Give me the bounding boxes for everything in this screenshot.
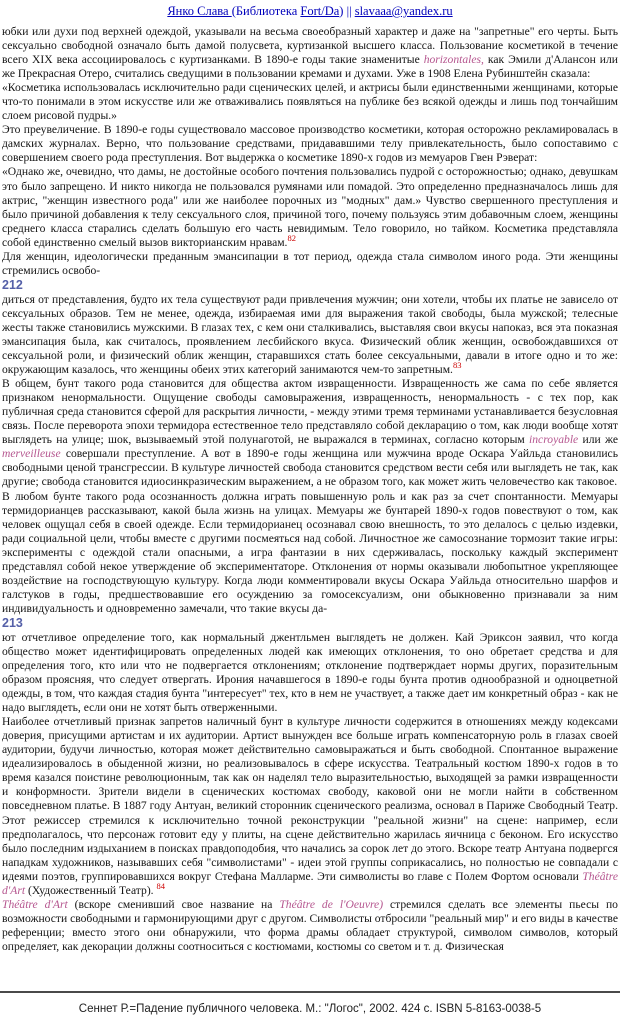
footnote-ref: 83	[452, 360, 462, 371]
emphasis-term: merveilleuse	[2, 447, 61, 461]
text-run: «Однако же, очевидно, что дамы, не достойные особого почтения пользовались пудрой с осторожностью; однако, девушкам это было запрещено. И никто никогда не пользовался румянами или помадой. Это определенно предназначалось лишь для актрис, "женщин известного рода" или же наиболее порочных из "модных" дам.» Чувство свершенного преступления и было причиной добавления к телу сексуального слоя, причиной того, почему пользуясь этим добавочным слоем, женщины среднего класса старались сделать большую его часть невидимым. Тело говорило, но тайком. Косметика представляла собой единственно смелый вызов викторианским нравам.	[2, 165, 618, 249]
text-run: Это преувеличение. В 1890-е годы существовало массовое производство косметики, которая осторожно рекламировалась в дамских журналах. Верно, что пользование средствами, придававшими телу привлекательность, было сопоставимо с совершением своего рода преступления. Вот выдержка о косметике 1890-х годов из мемуаров Гвен Рэверат:	[2, 123, 618, 165]
text-run: В общем, бунт такого рода становится для общества актом извращенности. Извращенность же сама по себе является признаком ненормальности. Ощущение свободы самовыражения, извращенность, ненормальность - с тех пор, как публичная среда становится сферой для раскрытия личности, - между этими тремя терминами устанавливается безусловная связь. После переворота эпохи термидора естественное тело представляло собой декларацию о том, как люди вообще хотят выглядеть на улице; шок, вызываемый этой полунаготой, не выражался в терминах, согласно которым	[2, 377, 618, 447]
paragraph	[2, 81, 618, 123]
text-run: В любом бунте такого рода осознанность должна играть повышенную роль и как раз за счет спонтанности. Мемуары термидорианцев рассказывают, какой была жизнь на улицах. Мемуары же бунтарей 1890-х годов повествуют о том, как человек ощущал себя в своей одежде. Если термидорианец осознавал свою внешность, то это делалось с целью издевки, ради социальной цели, чтобы вместе с другими посмеяться над собой. Личностное же самосознание тормозит такие игры: эксперименты с одеждой стали опасными, а игра фантазии в них сдерживалась, поскольку каждый эксперимент представлял собой некое утверждение об экспериментаторе. Отклонения от нормы оказывали любопытное укрепляющее воздействие на господствующую культуру. Когда люди комментировали вкусы Оскара Уайльда относительно шарфов и галстуков в годы, предшествовавшие его осуждению за гомосексуализм, они обыкновенно признавали за ним индивидуальность и одновременно замечали, что такие вкусы да-	[2, 489, 618, 615]
header-text: (Библиотека	[231, 4, 301, 18]
header-link[interactable]: Fort/Da	[300, 4, 340, 18]
header-text: ) ||	[339, 4, 355, 18]
page-number: 212	[2, 277, 23, 292]
page-header	[0, 0, 620, 19]
text-run: (Художественный Театр).	[25, 883, 157, 897]
emphasis-term: horizontales,	[423, 53, 484, 67]
text-run: Наиболее отчетливый признак запретов наличный бунт в культуре личности содержится в отношениях между кодексами доверия, присущими артистам и их аудитории. Артист вынужден все больше играть компенсаторную роль в глазах своей аудитории, будучи личностью, которая может действительно самовыражаться и быть свободной. Спонтанное выражение идеализировалось в обыденной жизни, но реализовывалось в сфере искусства. Театральный костюм 1890-х годов в то время казался поистине революционным, так как он наделял тело выразительностью, выходящей за рамки извращенности и конформности. Зрители видели в сценических костюмах свободу, каковой они не могли найти в собственном повседневном платье. В 1887 году Антуан, великий сторонник сценического реализма, основал в Париже Свободный Театр. Этот режиссер стремился к исключительно точной реконструкции "реальной жизни" на сцене: например, если предполагалось, что персонаж готовит еду у плиты, на сцене действительно жарилась яичница с беконом. Его искусство было последним издыханием в поисках правдоподобия, что начались за сорок лет до этого. Вскоре театр Антуана подвергся нападкам художников, называвших себя "символистами" - идеи этой группы соприкасались, но полностью не совпадали с идеями поэтов, группировавшихся вокруг Стефана Малларме. Эти символисты во главе с Полем Фортом основали	[2, 715, 618, 883]
text-run: диться от представления, будто их тела существуют ради привлечения мужчин; они хотели, чтобы их платье не зависело от сексуальных образов. Тем не менее, одежда, избираемая ими для выражения такой свободы, была мужской; телесные жесты также становились мужскими. В глазах тех, с кем они сталкивались, выставляя свои вкусы напоказ, вся эта показная эмансипация была, как считалось, проявлением лесбийского вкуса. Физический облик женщин, освобождавшихся от сексуальной роли, и физический облик женщин, старавшихся стать более сексуальными, давали в итоге одно и то же: окружающим казалось, что женщины обеих этих категорий занимаются чем-то запретным.	[2, 292, 618, 377]
text-run: ют отчетливое определение того, как нормальный джентльмен выглядеть не должен. Кай Эриксон заявил, что когда общество может идентифицировать определенных людей как имеющих отклонения, то оно обретает средства и для определения того, кто или что не подвергается отклонениям; отклонение подтверждает нормы других, поразительным образом проясняя, что следует отвергать. Ирония начавшегося в 1890-е годы бунта против однообразной и одноцветной одежды, в том, что каждая стадия бунта "интересует" тех, кто в нем не участвует, а также дает им конкретный образ - как не надо выглядеть, если они не хотят быть отверженными.	[2, 630, 618, 715]
citation: Сеннет Р.=Падение публичного человека. М.: "Логос", 2002. 424 с. ISBN 5-8163-0038-5	[78, 1003, 542, 1015]
emphasis-term: incroyable	[529, 433, 579, 447]
paragraph	[2, 631, 618, 715]
text-run: юбки или духи под верхней одеждой, указывали на весьма своеобразный характер и даже на "запретные" его черты. Быть сексуально свободной означало быть дамой полусвета, куртизанкой высшего класса. Пользование косметикой в течение всего XIX века ассоциировалось с куртизанками. В 1890-е годы такие знаменитые	[2, 25, 618, 67]
text-run: «Косметика использовалась исключительно ради сценических целей, и актрисы были единственными женщинами, которые что-то понимали в этом искусстве или же отваживались появляться на публике без всякой одежды и лишь под тончайшим слоем рисовой пудры.»	[2, 81, 618, 123]
paragraph	[2, 490, 618, 616]
text-run: или же	[578, 433, 618, 447]
paragraph	[2, 293, 618, 377]
document-body	[0, 19, 620, 954]
header-link[interactable]: Янко Слава	[167, 4, 232, 18]
text-run: как Эмили д'Алансон или же Прекрасная Отеро, считались сведущими в пользовании кремами и духами. Уже в 1908 Елена Рубинштейн сказала:	[2, 53, 618, 81]
paragraph	[2, 123, 618, 165]
paragraph	[2, 165, 618, 249]
paragraph	[2, 250, 618, 278]
text-run: стремился сделать все элементы пьесы по возможности свободными и гармонирующими друг с другом. Символисты отбросили "реальный мир" и его виды в качестве референции; вместо этого они обнаружили, что форма драмы обладает структурой, символом символов, который определяет, как декорации должны соотноситься с костюмами, костюмы со светом и т. д. Физическая	[2, 897, 618, 953]
page-number: 213	[2, 615, 23, 630]
emphasis-term: Théâtre de l'Oeuvre)	[279, 897, 384, 911]
header-link[interactable]: slavaaa@yandex.ru	[354, 4, 453, 18]
text-run: совершали преступление. А вот в 1890-е годы женщина или мужчина вроде Оскара Уайльда становились свободными ценой трансгрессии. В культуре личностей свобода становится средством вести себя или выглядеть не так, как другие; свобода становится идиосинкразическим выражением, а не образом того, как может жить человечество как таковое.	[2, 447, 618, 489]
paragraph	[2, 25, 618, 81]
paragraph	[2, 898, 618, 954]
paragraph	[2, 377, 618, 489]
text-run: (вскоре сменивший свое название на	[67, 897, 280, 911]
page-footer	[0, 991, 620, 1022]
paragraph	[2, 715, 618, 898]
footnote-ref: 84	[156, 880, 165, 891]
text-run: Для женщин, идеологически преданным эмансипации в тот период, одежда стала символом иного рода. Эти женщины стремились освобо-	[2, 249, 618, 277]
emphasis-term: Théâtre d'Art	[2, 897, 68, 911]
emphasis-term: Théâtre d'Art	[2, 869, 618, 897]
footnote-ref: 82	[287, 232, 296, 243]
